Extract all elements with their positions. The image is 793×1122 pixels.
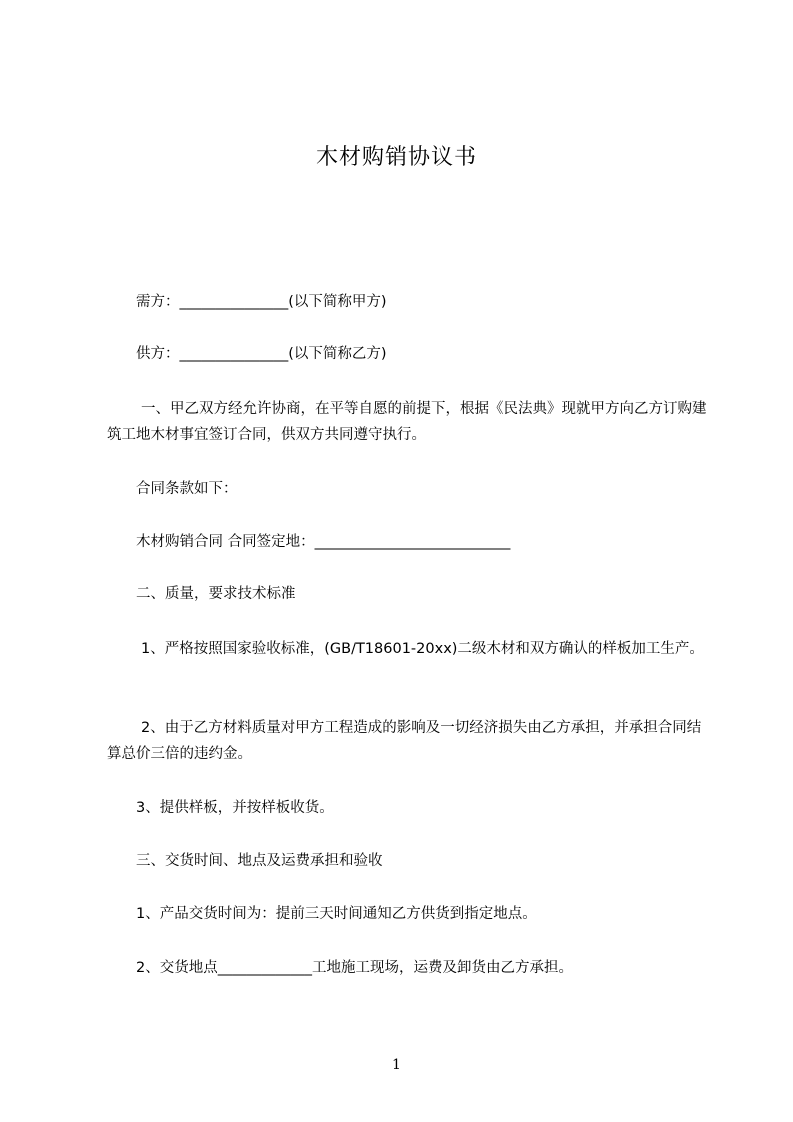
delivery-item-2: 2、交货地点_____________工地施工现场，运费及卸货由乙方承担。 — [136, 960, 573, 976]
delivery-item-1: 1、产品交货时间为：提前三天时间通知乙方供货到指定地点。 — [136, 906, 537, 922]
document-title: 木材购销协议书 — [315, 145, 477, 170]
section-2-heading: 二、质量，要求技术标准 — [136, 586, 296, 602]
supplier-line: 供方：_______________(以下简称乙方) — [136, 346, 387, 362]
page-number: 1 — [392, 1057, 401, 1073]
quality-item-1: 1、严格按照国家验收标准，(GB/T18601-20xx)二级木材和双方确认的样板加工生产。 — [141, 641, 704, 657]
contract-location-line: 木材购销合同 合同签定地：___________________________ — [136, 534, 511, 550]
section-3-heading: 三、交货时间、地点及运费承担和验收 — [136, 853, 383, 869]
buyer-line: 需方：_______________(以下简称甲方) — [136, 294, 387, 310]
terms-intro: 合同条款如下： — [136, 481, 238, 497]
clause-1-paragraph: 一、甲乙双方经允许协商，在平等自愿的前提下，根据《民法典》现就甲方向乙方订购建筑工地木材事宜签订合同，供双方共同遵守执行。 — [107, 401, 707, 443]
quality-item-3: 3、提供样板，并按样板收货。 — [136, 800, 334, 816]
quality-item-2: 2、由于乙方材料质量对甲方工程造成的影响及一切经济损失由乙方承担，并承担合同结算总价三倍的违约金。 — [107, 720, 702, 762]
